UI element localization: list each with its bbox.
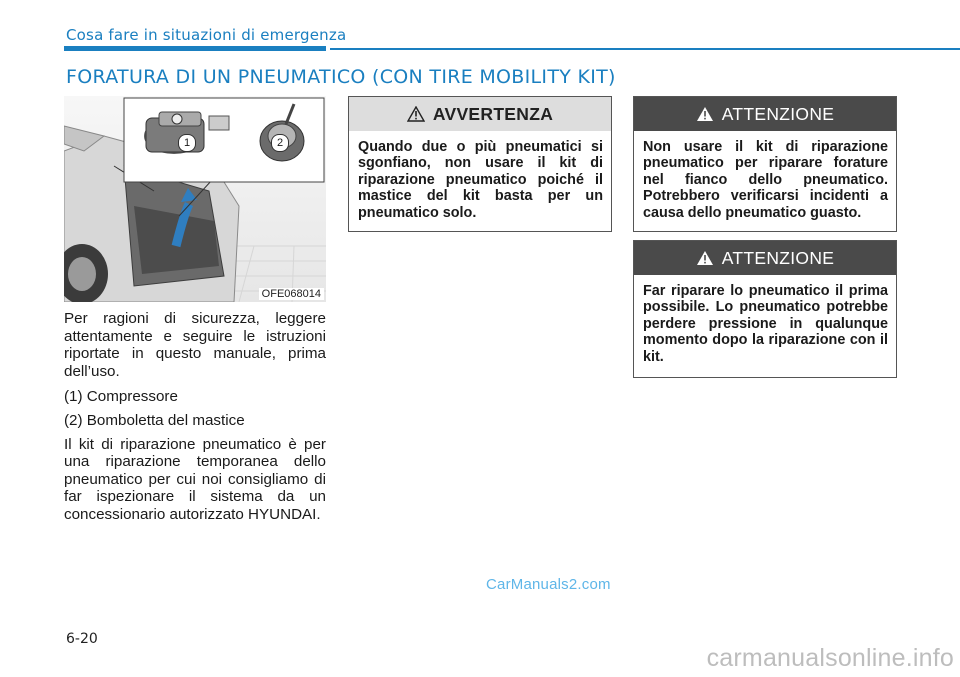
intro-paragraph: Per ragioni di sicurezza, leggere attentamente e seguire le istruzioni riportate in questo manuale, prima dell’uso.: [64, 310, 326, 380]
caution-box-repair: [633, 240, 897, 378]
caution-header: [634, 97, 896, 131]
figure-tire-mobility-kit: [64, 96, 326, 302]
callout-sealant-bottle: 2: [271, 134, 289, 152]
caution-title: ATTENZIONE: [721, 247, 835, 268]
page-number: 6-20: [66, 631, 98, 647]
warning-title: AVVERTENZA: [432, 103, 554, 124]
warning-header: [349, 97, 611, 131]
warning-triangle-icon: [696, 106, 714, 122]
item-compressor: (1) Compressore: [64, 388, 178, 406]
header-rule-thin: [330, 48, 960, 50]
caution-text: Far riparare lo pneumatico il prima possibile. Lo pneumatico potrebbe perdere pressione in qualunque momento dopo la riparazione con il kit.: [643, 283, 888, 365]
car-trunk-illustration: [64, 96, 326, 302]
caution-box-sidewall: [633, 96, 897, 232]
caution-title: ATTENZIONE: [721, 103, 835, 124]
warning-triangle-icon: [696, 250, 714, 266]
watermark-bottom: carmanualsonline.info: [706, 644, 954, 672]
body-text: [64, 310, 326, 532]
section-header: Cosa fare in situazioni di emergenza: [66, 26, 347, 44]
warning-box: [348, 96, 612, 232]
warning-triangle-icon: [407, 106, 425, 122]
watermark-link[interactable]: CarManuals2.com: [486, 576, 611, 593]
caution-text: Non usare il kit di riparazione pneumatico per riparare forature nel fianco dello pneumatico. Potrebbero verificarsi incidenti a causa dello pneumatico guasto.: [643, 139, 888, 221]
header-rule-thick: [64, 46, 326, 51]
caution-header: [634, 241, 896, 275]
callout-compressor: 1: [178, 134, 196, 152]
figure-code: OFE068014: [259, 288, 324, 300]
warning-text: Quando due o più pneumatici si sgonfiano, non usare il kit di riparazione pneumatico poiché il mastice del kit basta per un pneumatico solo.: [358, 139, 603, 221]
item-sealant-bottle: (2) Bomboletta del mastice: [64, 411, 245, 429]
description-paragraph: Il kit di riparazione pneumatico è per una riparazione temporanea dello pneumatico per cui noi consigliamo di far ispezionare il sistema da un concessionario autorizzato HYUNDAI.: [64, 435, 326, 523]
page-title: FORATURA DI UN PNEUMATICO (CON TIRE MOBILITY KIT): [66, 66, 616, 88]
